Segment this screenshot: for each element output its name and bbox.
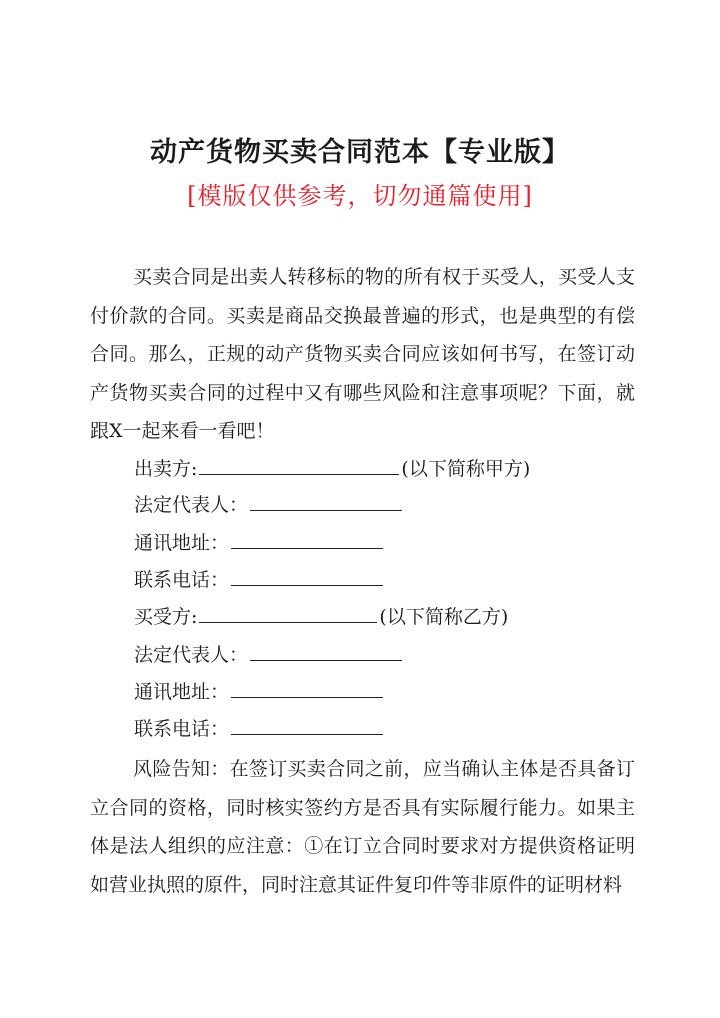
buyer-address-label: 通讯地址： (134, 681, 230, 703)
buyer-address-blank[interactable] (231, 677, 383, 698)
buyer-address-line (134, 677, 385, 707)
buyer-alias: (以下简称乙方) (379, 606, 509, 628)
seller-label: 出卖方: (134, 458, 198, 480)
seller-rep-label: 法定代表人： (134, 494, 249, 516)
buyer-rep-line (134, 640, 404, 670)
risk-notice-paragraph: 风险告知：在签订买卖合同之前，应当确认主体是否具备订立合同的资格，同时核实签约方是否具有实际履行能力。如果主体是法人组织的应注意：①在订立合同时要求对方提供资格证明如营业执照的原件，同时注意其证件复印件等非原件的证明材料 (90, 758, 635, 896)
buyer-name-blank[interactable] (199, 602, 377, 623)
seller-line (134, 454, 530, 484)
seller-phone-label: 联系电话： (134, 569, 230, 591)
seller-name-blank[interactable] (199, 454, 399, 475)
buyer-phone-blank[interactable] (231, 714, 383, 735)
buyer-label: 买受方: (134, 606, 198, 628)
seller-address-blank[interactable] (231, 528, 383, 549)
seller-rep-line (134, 490, 404, 520)
buyer-phone-line (134, 714, 385, 744)
seller-address-line (134, 528, 385, 558)
buyer-rep-blank[interactable] (250, 640, 402, 661)
seller-address-label: 通讯地址： (134, 532, 230, 554)
seller-alias: (以下简称甲方) (401, 458, 531, 480)
document-title: 动产货物买卖合同范本【专业版】 (150, 137, 570, 168)
buyer-rep-label: 法定代表人： (134, 644, 249, 666)
intro-paragraph: 买卖合同是出卖人转移标的物的所有权于买受人，买受人支付价款的合同。买卖是商品交换最普遍的形式，也是典型的有偿合同。那么，正规的动产货物买卖合同应该如何书写，在签订动产货物买卖合同的过程中又有哪些风险和注意事项呢？下面，就跟X一起来看一看吧！ (90, 266, 635, 442)
buyer-phone-label: 联系电话： (134, 718, 230, 740)
template-disclaimer: [模版仅供参考，切勿通篇使用] (187, 182, 533, 210)
seller-phone-blank[interactable] (231, 565, 383, 586)
seller-phone-line (134, 565, 385, 595)
buyer-line (134, 602, 508, 632)
seller-rep-blank[interactable] (250, 490, 402, 511)
